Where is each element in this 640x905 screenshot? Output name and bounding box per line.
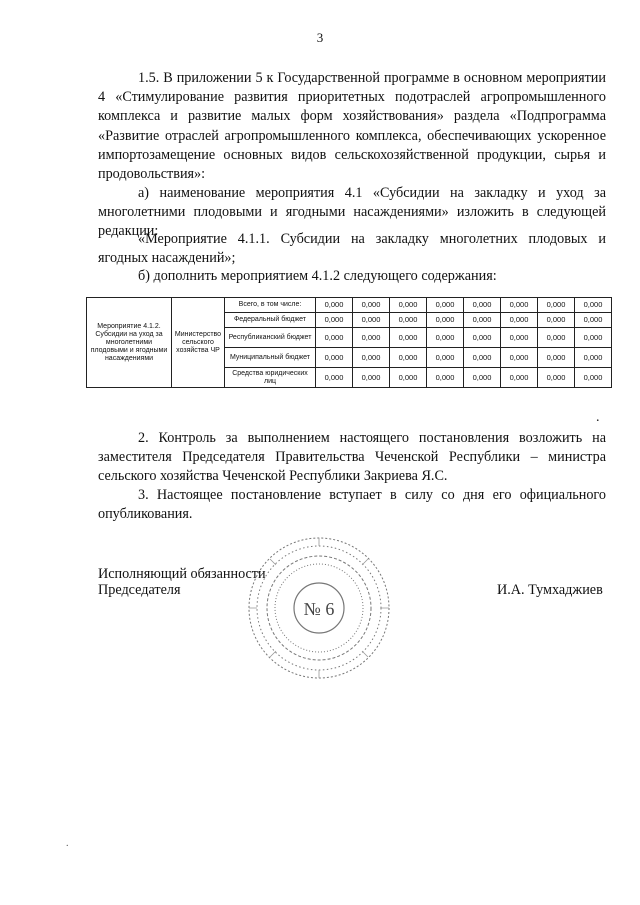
value-cell: 0,000 [464,348,501,368]
value-cell: 0,000 [538,313,575,328]
page-number: 3 [316,30,324,45]
value-cell: 0,000 [427,348,464,368]
position-line-2: Председателя [98,582,181,598]
value-cell: 0,000 [501,368,538,388]
value-cell: 0,000 [464,298,501,313]
paragraph-3: 3. Настоящее постановление вступает в силу со дня его официального опубликования. [98,487,606,523]
value-cell: 0,000 [316,298,353,313]
value-cell: 0,000 [390,348,427,368]
source-cell: Федеральный бюджет [225,313,316,328]
value-cell: 0,000 [353,298,390,313]
value-cell: 0,000 [353,348,390,368]
table-row [87,298,612,313]
source-cell: Средства юридических лиц [225,368,316,388]
paragraph-1-5: 1.5. В приложении 5 к Государственной программе в основном мероприятии 4 «Стимулирование развития приоритетных подотраслей агропромышленного комплекса и развитие малых форм хозяйствования» раздела «Подпрограмма «Развитие отраслей агропромышленного комплекса, обеспечивающих ускоренное импортозамещение основных видов сельскохозяйственной продукции, сырья и продовольствия»: [98,70,606,183]
value-cell: 0,000 [316,368,353,388]
value-cell: 0,000 [390,313,427,328]
value-cell: 0,000 [390,298,427,313]
measure-name-cell: Мероприятие 4.1.2. Субсидии на уход за многолетними плодовыми и ягодными насаждениями [87,298,172,388]
signatory-name: И.А. Тумхаджиев [497,582,603,598]
paragraph-b: б) дополнить мероприятием 4.1.2 следующего содержания: [138,268,497,284]
source-cell: Муниципальный бюджет [225,348,316,368]
value-cell: 0,000 [390,328,427,348]
value-cell: 0,000 [575,348,612,368]
value-cell: 0,000 [353,313,390,328]
position-line-1: Исполняющий обязанности [98,566,266,582]
value-cell: 0,000 [316,348,353,368]
value-cell: 0,000 [538,298,575,313]
stray-mark: . [66,838,69,849]
value-cell: 0,000 [390,368,427,388]
value-cell: 0,000 [427,368,464,388]
value-cell: 0,000 [316,328,353,348]
value-cell: 0,000 [353,368,390,388]
value-cell: 0,000 [538,348,575,368]
paragraph-measure-4-1-1: «Мероприятие 4.1.1. Субсидии на закладку многолетних плодовых и ягодных насаждений»; [98,231,606,267]
executor-cell: Министерство сельского хозяйства ЧР [172,298,225,388]
source-cell: Республиканский бюджет [225,328,316,348]
measure-table [86,297,612,388]
value-cell: 0,000 [575,313,612,328]
value-cell: 0,000 [501,313,538,328]
value-cell: 0,000 [575,298,612,313]
seal-number: № 6 [303,599,335,619]
value-cell: 0,000 [538,328,575,348]
value-cell: 0,000 [575,368,612,388]
value-cell: 0,000 [501,328,538,348]
value-cell: 0,000 [427,313,464,328]
value-cell: 0,000 [575,328,612,348]
value-cell: 0,000 [316,313,353,328]
value-cell: 0,000 [538,368,575,388]
value-cell: 0,000 [501,348,538,368]
paragraph-2: 2. Контроль за выполнением настоящего постановления возложить на заместителя Председателя Правительства Чеченской Республики – министра сельского хозяйства Чеченской Республики Закриева Я.С. [98,430,606,485]
value-cell: 0,000 [464,368,501,388]
paragraph-a: а) наименование мероприятия 4.1 «Субсидии на закладку и уход за многолетними плодовыми и ягодными насаждениями» изложить в следующей редакции: [98,185,606,240]
value-cell: 0,000 [501,298,538,313]
source-cell: Всего, в том числе: [225,298,316,313]
stray-mark: . [596,410,600,425]
value-cell: 0,000 [464,313,501,328]
value-cell: 0,000 [464,328,501,348]
value-cell: 0,000 [427,298,464,313]
value-cell: 0,000 [427,328,464,348]
value-cell: 0,000 [353,328,390,348]
signatory-position [98,566,266,598]
